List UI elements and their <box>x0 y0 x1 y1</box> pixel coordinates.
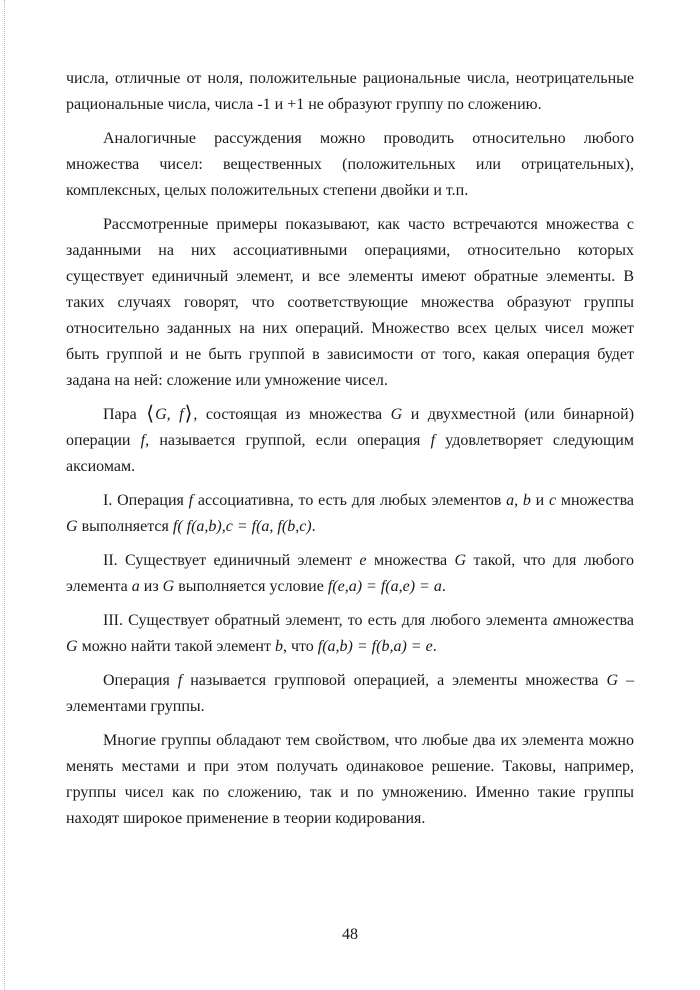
math-symbol: f <box>430 432 436 449</box>
paragraph-2: Аналогичные рассуждения можно проводить относительно любого множества чисел: вещественных (положительных или отрицательных), комплексных, целых положительных степени двойки и т.п. <box>66 130 634 199</box>
text-run: , называется группой, если операция <box>145 432 421 449</box>
text-run: можно найти такой элемент <box>81 638 271 655</box>
paragraph-axiom-1 <box>66 488 634 540</box>
math-symbol: G <box>454 552 467 569</box>
formula-identity: f(e,a) = f(a,e) = a <box>327 578 442 595</box>
text-run: Операция <box>103 672 170 689</box>
math-symbol: G <box>66 638 78 655</box>
math-symbol: G <box>606 672 619 689</box>
document-page <box>66 66 634 840</box>
text-run: , <box>514 492 519 509</box>
math-symbol: a <box>131 578 140 595</box>
paragraph-commutative-groups: Многие группы обладают тем свойством, что любые два их элемента можно менять местами и при этом получать одинаковое решение. Таковы, например, группы чисел как по сложению, так и по умножению. Именно такие группы находят широкое применение в теории кодирования. <box>66 732 634 827</box>
text-run: удовлетворяет следующим аксиомам. <box>66 432 634 475</box>
formula-associativity: f( f(a,b),c = f(a, f(b,c) <box>172 518 312 535</box>
text-run: выполняется <box>81 518 169 535</box>
text-run: I. Операция <box>103 492 184 509</box>
math-symbol: G <box>162 578 175 595</box>
paragraph-3: Рассмотренные примеры показывают, как часто встречаются множества с заданными на них ассоциативными операциями, относительно которых существует единичный элемент, и все элементы имеют обратные элементы. В таких случаях говорят, что соответствующие множества образуют группы относительно заданных на них операций. Множество всех целых чисел может быть группой и не быть группой в зависимости от того, какая операция будет задана на ней: сложение или умножение чисел. <box>66 216 634 389</box>
paragraph-group-definition <box>66 402 634 480</box>
math-pair: G, f <box>155 406 184 423</box>
math-symbol: a <box>552 612 561 629</box>
math-symbol: G <box>390 406 403 423</box>
math-symbol: a <box>506 492 515 509</box>
text-run: III. Существует обратный элемент, то есть для любого элемента <box>103 612 548 629</box>
text-run: множества <box>373 552 448 569</box>
math-symbol: f <box>177 672 183 689</box>
paragraph-group-operation <box>66 668 634 720</box>
text-run: , что <box>282 638 314 655</box>
text-run: выполняется условие <box>178 578 324 595</box>
text-run: – элементами группы. <box>66 672 635 715</box>
text-run: ассоциативна, то есть для любых элементов <box>197 492 502 509</box>
text-run: и двухместной (или бинарной) операции <box>66 406 635 449</box>
right-angle-bracket: ⟩ <box>184 403 193 425</box>
left-angle-bracket: ⟨ <box>146 403 155 425</box>
math-symbol: f <box>140 432 146 449</box>
paragraph-1: числа, отличные от ноля, положительные рациональные числа, неотрицательные рациональные числа, числа -1 и +1 не образуют группу по сложению. <box>66 70 634 113</box>
formula-inverse: f(a,b) = f(b,a) = e <box>317 638 433 655</box>
text-run: . <box>441 578 446 595</box>
text-run: такой, что для любого элемента <box>66 552 635 595</box>
math-symbol: c <box>548 492 557 509</box>
math-symbol: f <box>188 492 194 509</box>
text-run: множества <box>560 612 634 629</box>
math-symbol: b <box>274 638 283 655</box>
text-run: называется групповой операцией, а элементы множества <box>190 672 599 689</box>
text-run: , состоящая из множества <box>193 406 383 423</box>
paragraph-axiom-3 <box>66 608 634 660</box>
page-number: 48 <box>342 926 358 943</box>
math-symbol: e <box>359 552 367 569</box>
paragraph-axiom-2 <box>66 548 634 600</box>
math-symbol: b <box>522 492 531 509</box>
math-symbol: G <box>66 518 78 535</box>
text-run: из <box>143 578 159 595</box>
text-run: Пара <box>103 406 137 423</box>
text-run: II. Существует единичный элемент <box>103 552 353 569</box>
page-edge-rule <box>4 0 5 990</box>
text-run: . <box>432 638 437 655</box>
text-run: . <box>311 518 316 535</box>
text-run: множества <box>560 492 635 509</box>
text-run: и <box>535 492 545 509</box>
